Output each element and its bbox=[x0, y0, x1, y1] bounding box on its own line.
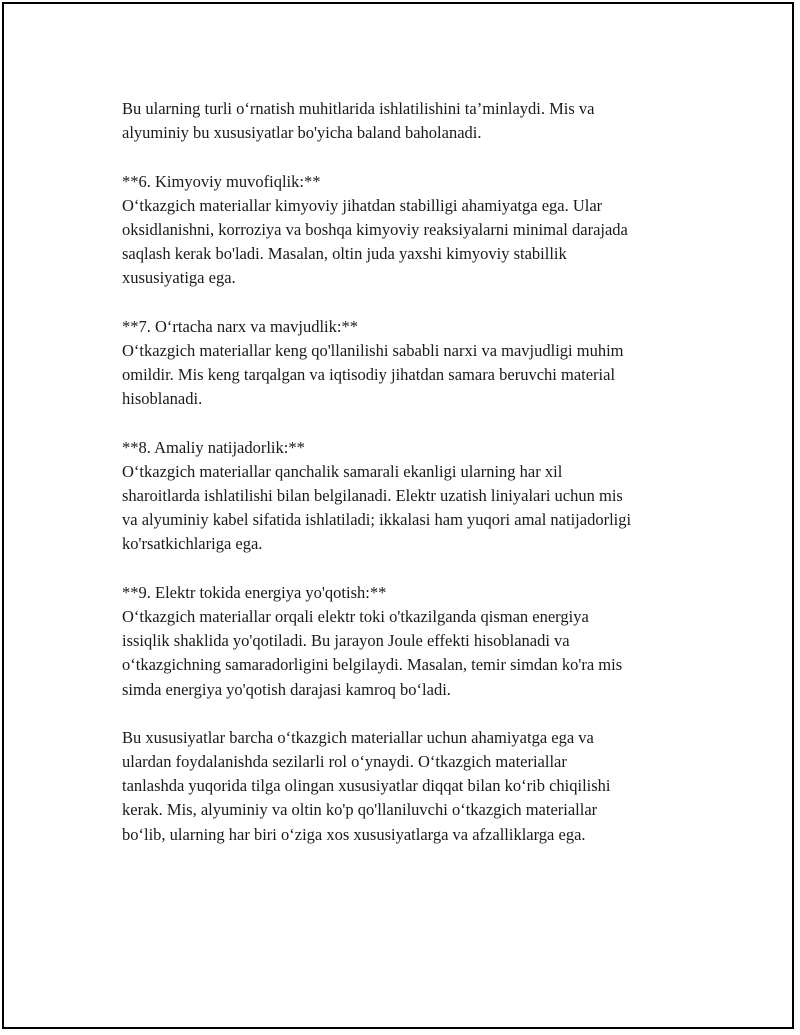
section-heading: **9. Elektr tokida energiya yo'qotish:** bbox=[122, 582, 387, 602]
paragraph-conclusion bbox=[122, 726, 702, 847]
text-line: saqlash kerak bo'ladi. Masalan, oltin juda yaxshi kimyoviy stabillik bbox=[122, 244, 567, 264]
text-line: simda energiya yo'qotish darajasi kamroq bo‘ladi. bbox=[122, 679, 451, 699]
text-line: O‘tkazgich materiallar keng qo'llanilishi sababli narxi va mavjudligi muhim bbox=[122, 340, 624, 360]
text-line: o‘tkazgichning samaradorligini belgilaydi. Masalan, temir simdan ko'ra mis bbox=[122, 655, 623, 675]
section-9 bbox=[122, 581, 702, 702]
text-line: alyuminiy bu xususiyatlar bo'yicha baland baholanadi. bbox=[122, 123, 482, 143]
text-line: ulardan foydalanishda sezilarli rol o‘ynaydi. O‘tkazgich materiallar bbox=[122, 752, 567, 772]
text-line: O‘tkazgich materiallar orqali elektr toki o'tkazilganda qisman energiya bbox=[122, 606, 589, 626]
paragraph-gap bbox=[122, 145, 702, 169]
paragraph-gap bbox=[122, 702, 702, 726]
paragraph-intro bbox=[122, 97, 702, 145]
page-frame bbox=[2, 2, 794, 1029]
text-line: Bu ularning turli o‘rnatish muhitlarida ishlatilishini ta’minlaydi. Mis va bbox=[122, 99, 595, 118]
text-line: omildir. Mis keng tarqalgan va iqtisodiy jihatdan samara beruvchi material bbox=[122, 365, 616, 385]
text-line: issiqlik shaklida yo'qotiladi. Bu jarayon Joule effekti hisoblanadi va bbox=[122, 631, 570, 651]
text-line: hisoblanadi. bbox=[122, 389, 203, 409]
text-line: Bu xususiyatlar barcha o‘tkazgich materiallar uchun ahamiyatga ega va bbox=[122, 727, 594, 747]
paragraph-gap bbox=[122, 557, 702, 581]
text-line: kerak. Mis, alyuminiy va oltin ko'p qo'llaniluvchi o‘tkazgich materiallar bbox=[122, 800, 598, 820]
paragraph-gap bbox=[122, 291, 702, 315]
text-line: O‘tkazgich materiallar qanchalik samarali ekanligi ularning har xil bbox=[122, 461, 563, 481]
section-8 bbox=[122, 436, 702, 557]
text-line: tanlashda yuqorida tilga olingan xususiyatlar diqqat bilan ko‘rib chiqilishi bbox=[122, 776, 611, 796]
text-line: oksidlanishni, korroziya va boshqa kimyoviy reaksiyalarni minimal darajada bbox=[122, 219, 628, 239]
section-6 bbox=[122, 170, 702, 291]
document-body bbox=[122, 97, 702, 847]
text-line: O‘tkazgich materiallar kimyoviy jihatdan stabilligi ahamiyatga ega. Ular bbox=[122, 195, 603, 215]
text-line: ko'rsatkichlariga ega. bbox=[122, 534, 263, 554]
text-line: sharoitlarda ishlatilishi bilan belgilanadi. Elektr uzatish liniyalari uchun mis bbox=[122, 486, 623, 505]
text-line: va alyuminiy kabel sifatida ishlatiladi; ikkalasi ham yuqori amal natijadorligi bbox=[122, 510, 632, 530]
section-7 bbox=[122, 315, 702, 412]
paragraph-gap bbox=[122, 411, 702, 435]
section-heading: **6. Kimyoviy muvofiqlik:** bbox=[122, 171, 321, 191]
text-line: bo‘lib, ularning har biri o‘ziga xos xususiyatlarga va afzalliklarga ega. bbox=[122, 824, 586, 844]
text-line: xususiyatiga ega. bbox=[122, 268, 236, 288]
section-heading: **8. Amaliy natijadorlik:** bbox=[122, 437, 305, 457]
section-heading: **7. O‘rtacha narx va mavjudlik:** bbox=[122, 316, 358, 336]
